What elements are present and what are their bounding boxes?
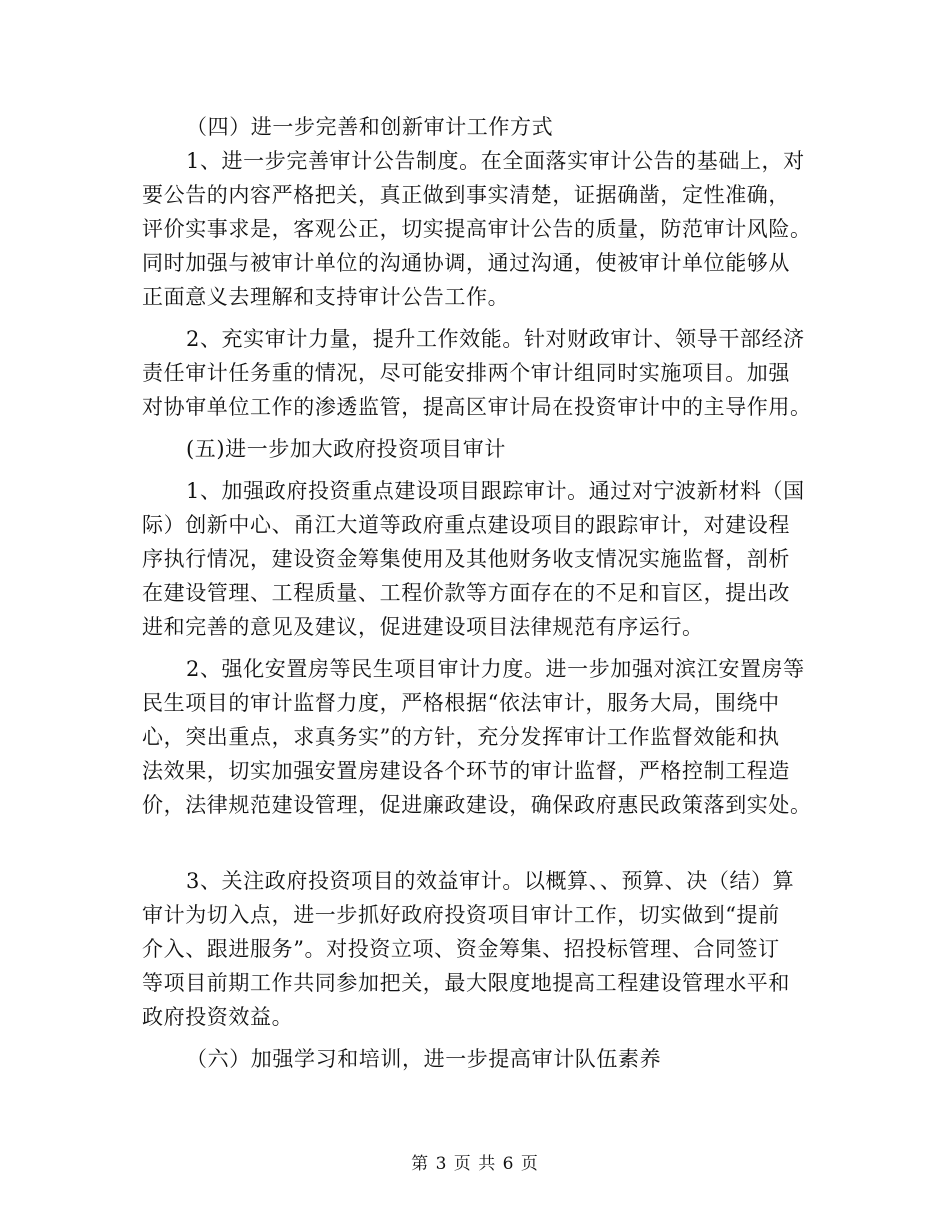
paragraph-line: 等项目前期工作共同参加把关，最大限度地提高工程建设管理水平和 xyxy=(142,971,790,995)
paragraph-line: 政府投资效益。 xyxy=(142,1005,294,1029)
paragraph-line: 要公告的内容严格把关，真正做到事实清楚，证据确凿，定性准确， xyxy=(142,183,790,207)
paragraph-line: 心，突出重点，求真务实”的方针，充分发挥审计工作监督效能和执 xyxy=(142,725,780,749)
paragraph-line: 在建设管理、工程质量、工程价款等方面存在的不足和盲区，提出改 xyxy=(142,581,790,605)
section-heading-4: （四）进一步完善和创新审计工作方式 xyxy=(186,115,554,139)
paragraph-line: 介入、跟进服务”。对投资立项、资金筹集、招投标管理、合同签订 xyxy=(142,937,780,961)
paragraph-line: 责任审计任务重的情况，尽可能安排两个审计组同时实施项目。加强 xyxy=(142,361,790,385)
paragraph-line: 审计为切入点，进一步抓好政府投资项目审计工作，切实做到“提前 xyxy=(142,903,780,927)
page-number-footer: 第 3 页 共 6 页 xyxy=(411,1154,539,1174)
paragraph-line: 进和完善的意见及建议，促进建设项目法律规范有序运行。 xyxy=(142,615,704,639)
section-heading-6: （六）加强学习和培训，进一步提高审计队伍素养 xyxy=(186,1047,662,1071)
paragraph-line: 1、加强政府投资重点建设项目跟踪审计。通过对宁波新材料（国 xyxy=(186,479,805,503)
paragraph-line: 1、进一步完善审计公告制度。在全面落实审计公告的基础上，对 xyxy=(186,149,805,173)
section-heading-5: (五)进一步加大政府投资项目审计 xyxy=(186,437,506,461)
paragraph-line: 价，法律规范建设管理，促进廉政建设，确保政府惠民政策落到实处。 xyxy=(142,793,812,817)
paragraph-line: 正面意义去理解和支持审计公告工作。 xyxy=(142,285,510,309)
paragraph-line: 民生项目的审计监督力度，严格根据“依法审计，服务大局，围绕中 xyxy=(142,691,780,715)
paragraph-line: 对协审单位工作的渗透监管，提高区审计局在投资审计中的主导作用。 xyxy=(142,395,812,419)
paragraph-line: 际）创新中心、甬江大道等政府重点建设项目的跟踪审计，对建设程 xyxy=(142,513,790,537)
paragraph-line: 3、关注政府投资项目的效益审计。以概算、、预算、决（结）算 xyxy=(186,869,795,893)
paragraph-line: 评价实事求是，客观公正，切实提高审计公告的质量，防范审计风险。 xyxy=(142,217,812,241)
paragraph-line: 同时加强与被审计单位的沟通协调，通过沟通，使被审计单位能够从 xyxy=(142,251,790,275)
paragraph-line: 法效果，切实加强安置房建设各个环节的审计监督，严格控制工程造 xyxy=(142,759,790,783)
paragraph-line: 2、充实审计力量，提升工作效能。针对财政审计、领导干部经济 xyxy=(186,327,805,351)
paragraph-line: 序执行情况，建设资金筹集使用及其他财务收支情况实施监督，剖析 xyxy=(142,547,790,571)
paragraph-line: 2、强化安置房等民生项目审计力度。进一步加强对滨江安置房等 xyxy=(186,657,805,681)
